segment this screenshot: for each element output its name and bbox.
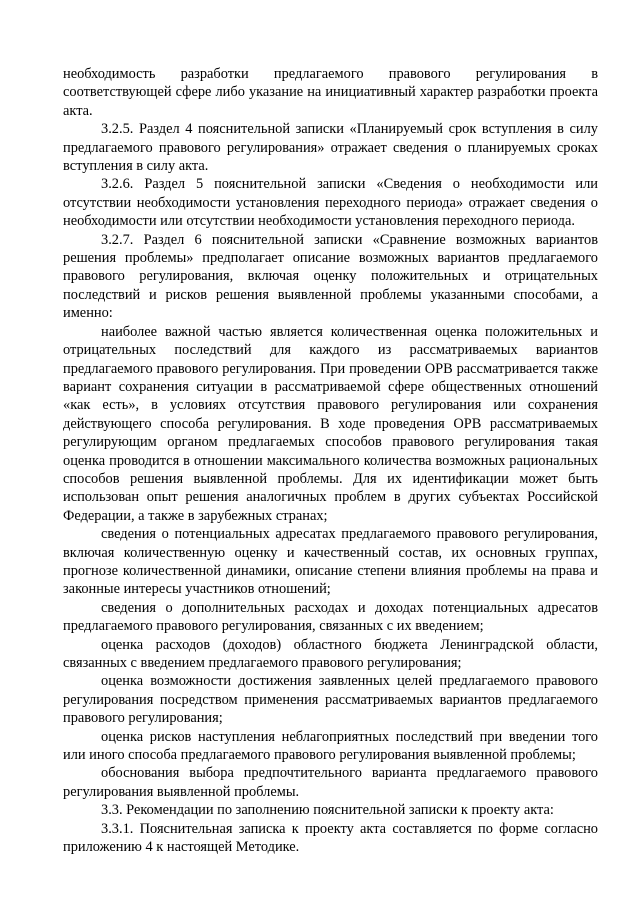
list-item-budget-assessment: оценка расходов (доходов) областного бюджета Ленинградской области, связанных с введением предлагаемого правового регулирования; <box>63 636 598 671</box>
document-page <box>63 65 598 856</box>
paragraph-continuation: необходимость разработки предлагаемого правового регулирования в соответствующей сфере либо указание на инициативный характер разработки проекта акта. <box>63 66 598 119</box>
paragraph-3-3-1: 3.3.1. Пояснительная записка к проекту акта составляется по форме согласно приложению 4 к настоящей Методике. <box>63 820 598 856</box>
list-item-justification: обоснования выбора предпочтительного варианта предлагаемого правового регулирования выявленной проблемы. <box>63 765 598 800</box>
paragraph-3-3: 3.3. Рекомендации по заполнению пояснительной записки к проекту акта: <box>101 802 554 819</box>
paragraph-3-2-7: 3.2.7. Раздел 6 пояснительной записки «Сравнение возможных вариантов решения проблемы» предполагает описание возможных вариантов предлагаемого правового регулирования, включая оценку положительных и отрицательных последствий и рисков решения выявленной проблемы указанными способами, а именно: <box>63 231 598 322</box>
paragraph-3-2-5: 3.2.5. Раздел 4 пояснительной записки «Планируемый срок вступления в силу предлагаемого правового регулирования» отражает сведения о планируемых сроках вступления в силу акта. <box>63 121 598 175</box>
list-item-addressees: сведения о потенциальных адресатах предлагаемого правового регулирования, включая количественную оценку и качественный состав, их основных группах, прогнозе количественной динамики, описание степени влияния проблемы на права и законные интересы участников отношений; <box>63 526 598 598</box>
list-item-goal-achievement: оценка возможности достижения заявленных целей предлагаемого правового регулирования посредством применения рассматриваемых вариантов предлагаемого правового регулирования; <box>63 673 598 727</box>
list-item-additional-costs: сведения о дополнительных расходах и доходах потенциальных адресатов предлагаемого правового регулирования, связанных с их введением; <box>63 599 598 635</box>
list-item-quantitative-assessment: наиболее важной частью является количественная оценка положительных и отрицательных последствий для каждого из рассматриваемых вариантов предлагаемого правового регулирования. При проведении ОРВ рассматривается также вариант сохранения ситуации в рассматриваемой сфере общественных отношений «как есть», в условиях отсутствия правового регулирования или сохранения действующего способа регулирования. В ходе проведения ОРВ рассматриваемых регулирующим органом предлагаемых способов правового регулирования такая оценка проводится в отношении максимального количества возможных рациональных способов решения выявленной проблемы. Для их идентификации может быть использован опыт решения аналогичных проблем в других субъектах Российской Федерации, а также в зарубежных странах; <box>63 323 598 524</box>
paragraph-3-2-6: 3.2.6. Раздел 5 пояснительной записки «Сведения о необходимости или отсутствии необходимости установления переходного периода» отражает сведения о необходимости или отсутствии необходимости установления переходного периода. <box>63 176 598 230</box>
list-item-risk-assessment: оценка рисков наступления неблагоприятных последствий при введении того или иного способа предлагаемого правового регулирования выявленной проблемы; <box>63 728 598 764</box>
